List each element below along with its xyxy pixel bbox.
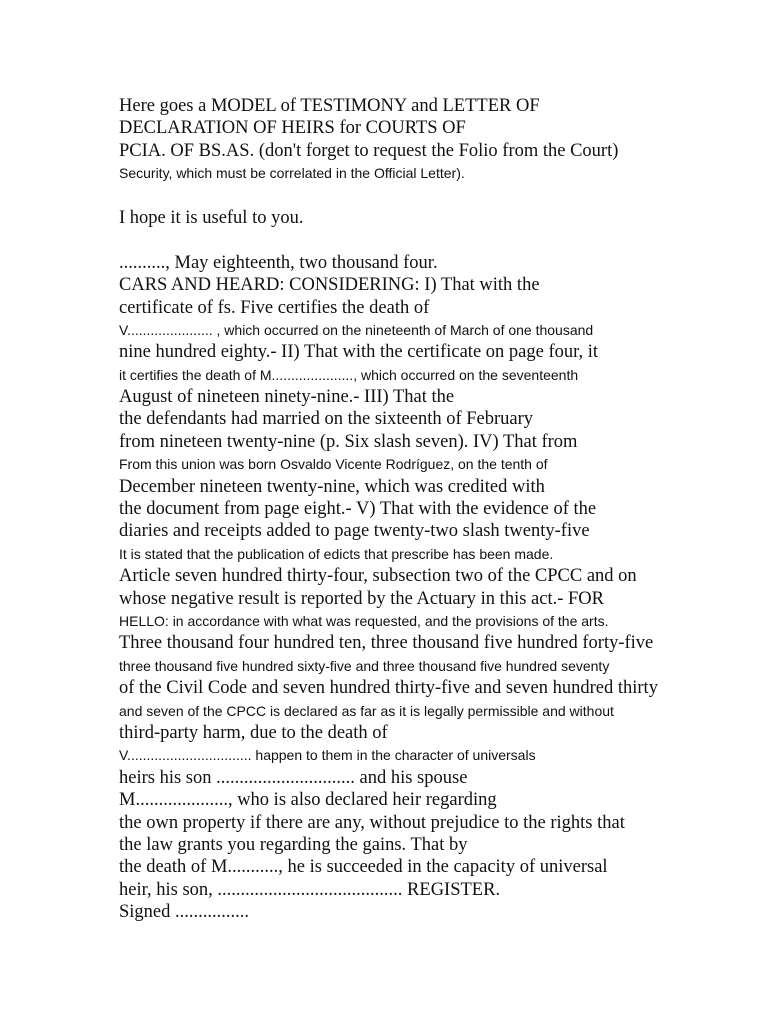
body-line: CARS AND HEARD: CONSIDERING: I) That with the: [119, 275, 540, 296]
body-line: third-party harm, due to the death of: [119, 722, 388, 743]
body-line: M...................., who is also declared heir regarding: [119, 790, 497, 811]
signature-line: Signed ................: [119, 902, 250, 923]
document-text: [119, 95, 759, 923]
body-line: HELLO: in accordance with what was requested, and the provisions of the arts.: [119, 612, 609, 629]
body-line: nine hundred eighty.- II) That with the certificate on page four, it: [119, 342, 599, 363]
intro-line-1: Here goes a MODEL of TESTIMONY and LETTER OF: [119, 96, 540, 116]
body-line: and seven of the CPCC is declared as far as it is legally permissible and without: [119, 702, 614, 719]
paragraph-gap: [119, 185, 759, 207]
body-line: V................................ happen to them in the character of universals: [119, 747, 536, 764]
body-line: the document from page eight.- V) That with the evidence of the: [119, 499, 597, 520]
body-line: certificate of fs. Five certifies the death of: [119, 297, 430, 318]
wish-line: I hope it is useful to you.: [119, 207, 304, 228]
body-line: From this union was born Osvaldo Vicente Rodríguez, on the tenth of: [119, 456, 548, 473]
paragraph-gap: [119, 229, 759, 251]
body-line: August of nineteen ninety-nine.- III) That the: [119, 387, 455, 408]
body-line: Three thousand four hundred ten, three thousand five hundred forty-five: [119, 633, 654, 654]
body-line: the law grants you regarding the gains. That by: [119, 834, 468, 855]
body-line: the death of M..........., he is succeeded in the capacity of universal: [119, 857, 608, 878]
intro-line-4: Security, which must be correlated in the Official Letter).: [119, 165, 465, 182]
body-line: of the Civil Code and seven hundred thirty-five and seven hundred thirty: [119, 678, 658, 699]
body-line: the own property if there are any, without prejudice to the rights that: [119, 812, 625, 833]
body-line: It is stated that the publication of edicts that prescribe has been made.: [119, 545, 554, 562]
body-line: heirs his son .............................. and his spouse: [119, 767, 468, 788]
body-line: .........., May eighteenth, two thousand four.: [119, 252, 438, 273]
body-line: it certifies the death of M....................., which occurred on the seventeenth: [119, 366, 579, 383]
body-line: Article seven hundred thirty-four, subsection two of the CPCC and on: [119, 566, 637, 587]
body-line: December nineteen twenty-nine, which was credited with: [119, 476, 545, 497]
body-line: three thousand five hundred sixty-five and three thousand five hundred seventy: [119, 657, 610, 674]
intro-line-3: PCIA. OF BS.AS. (don't forget to request the Folio from the Court): [119, 140, 619, 161]
intro-line-2: DECLARATION OF HEIRS for COURTS OF: [119, 118, 466, 139]
body-line: V...................... , which occurred on the nineteenth of March of one thousand: [119, 321, 594, 338]
body-line: heir, his son, ........................................ REGISTER.: [119, 879, 501, 900]
body-line: from nineteen twenty-nine (p. Six slash seven). IV) That from: [119, 431, 578, 452]
body-line: the defendants had married on the sixteenth of February: [119, 409, 534, 430]
body-line: whose negative result is reported by the Actuary in this act.- FOR: [119, 588, 605, 609]
body-line: diaries and receipts added to page twenty-two slash twenty-five: [119, 521, 590, 542]
